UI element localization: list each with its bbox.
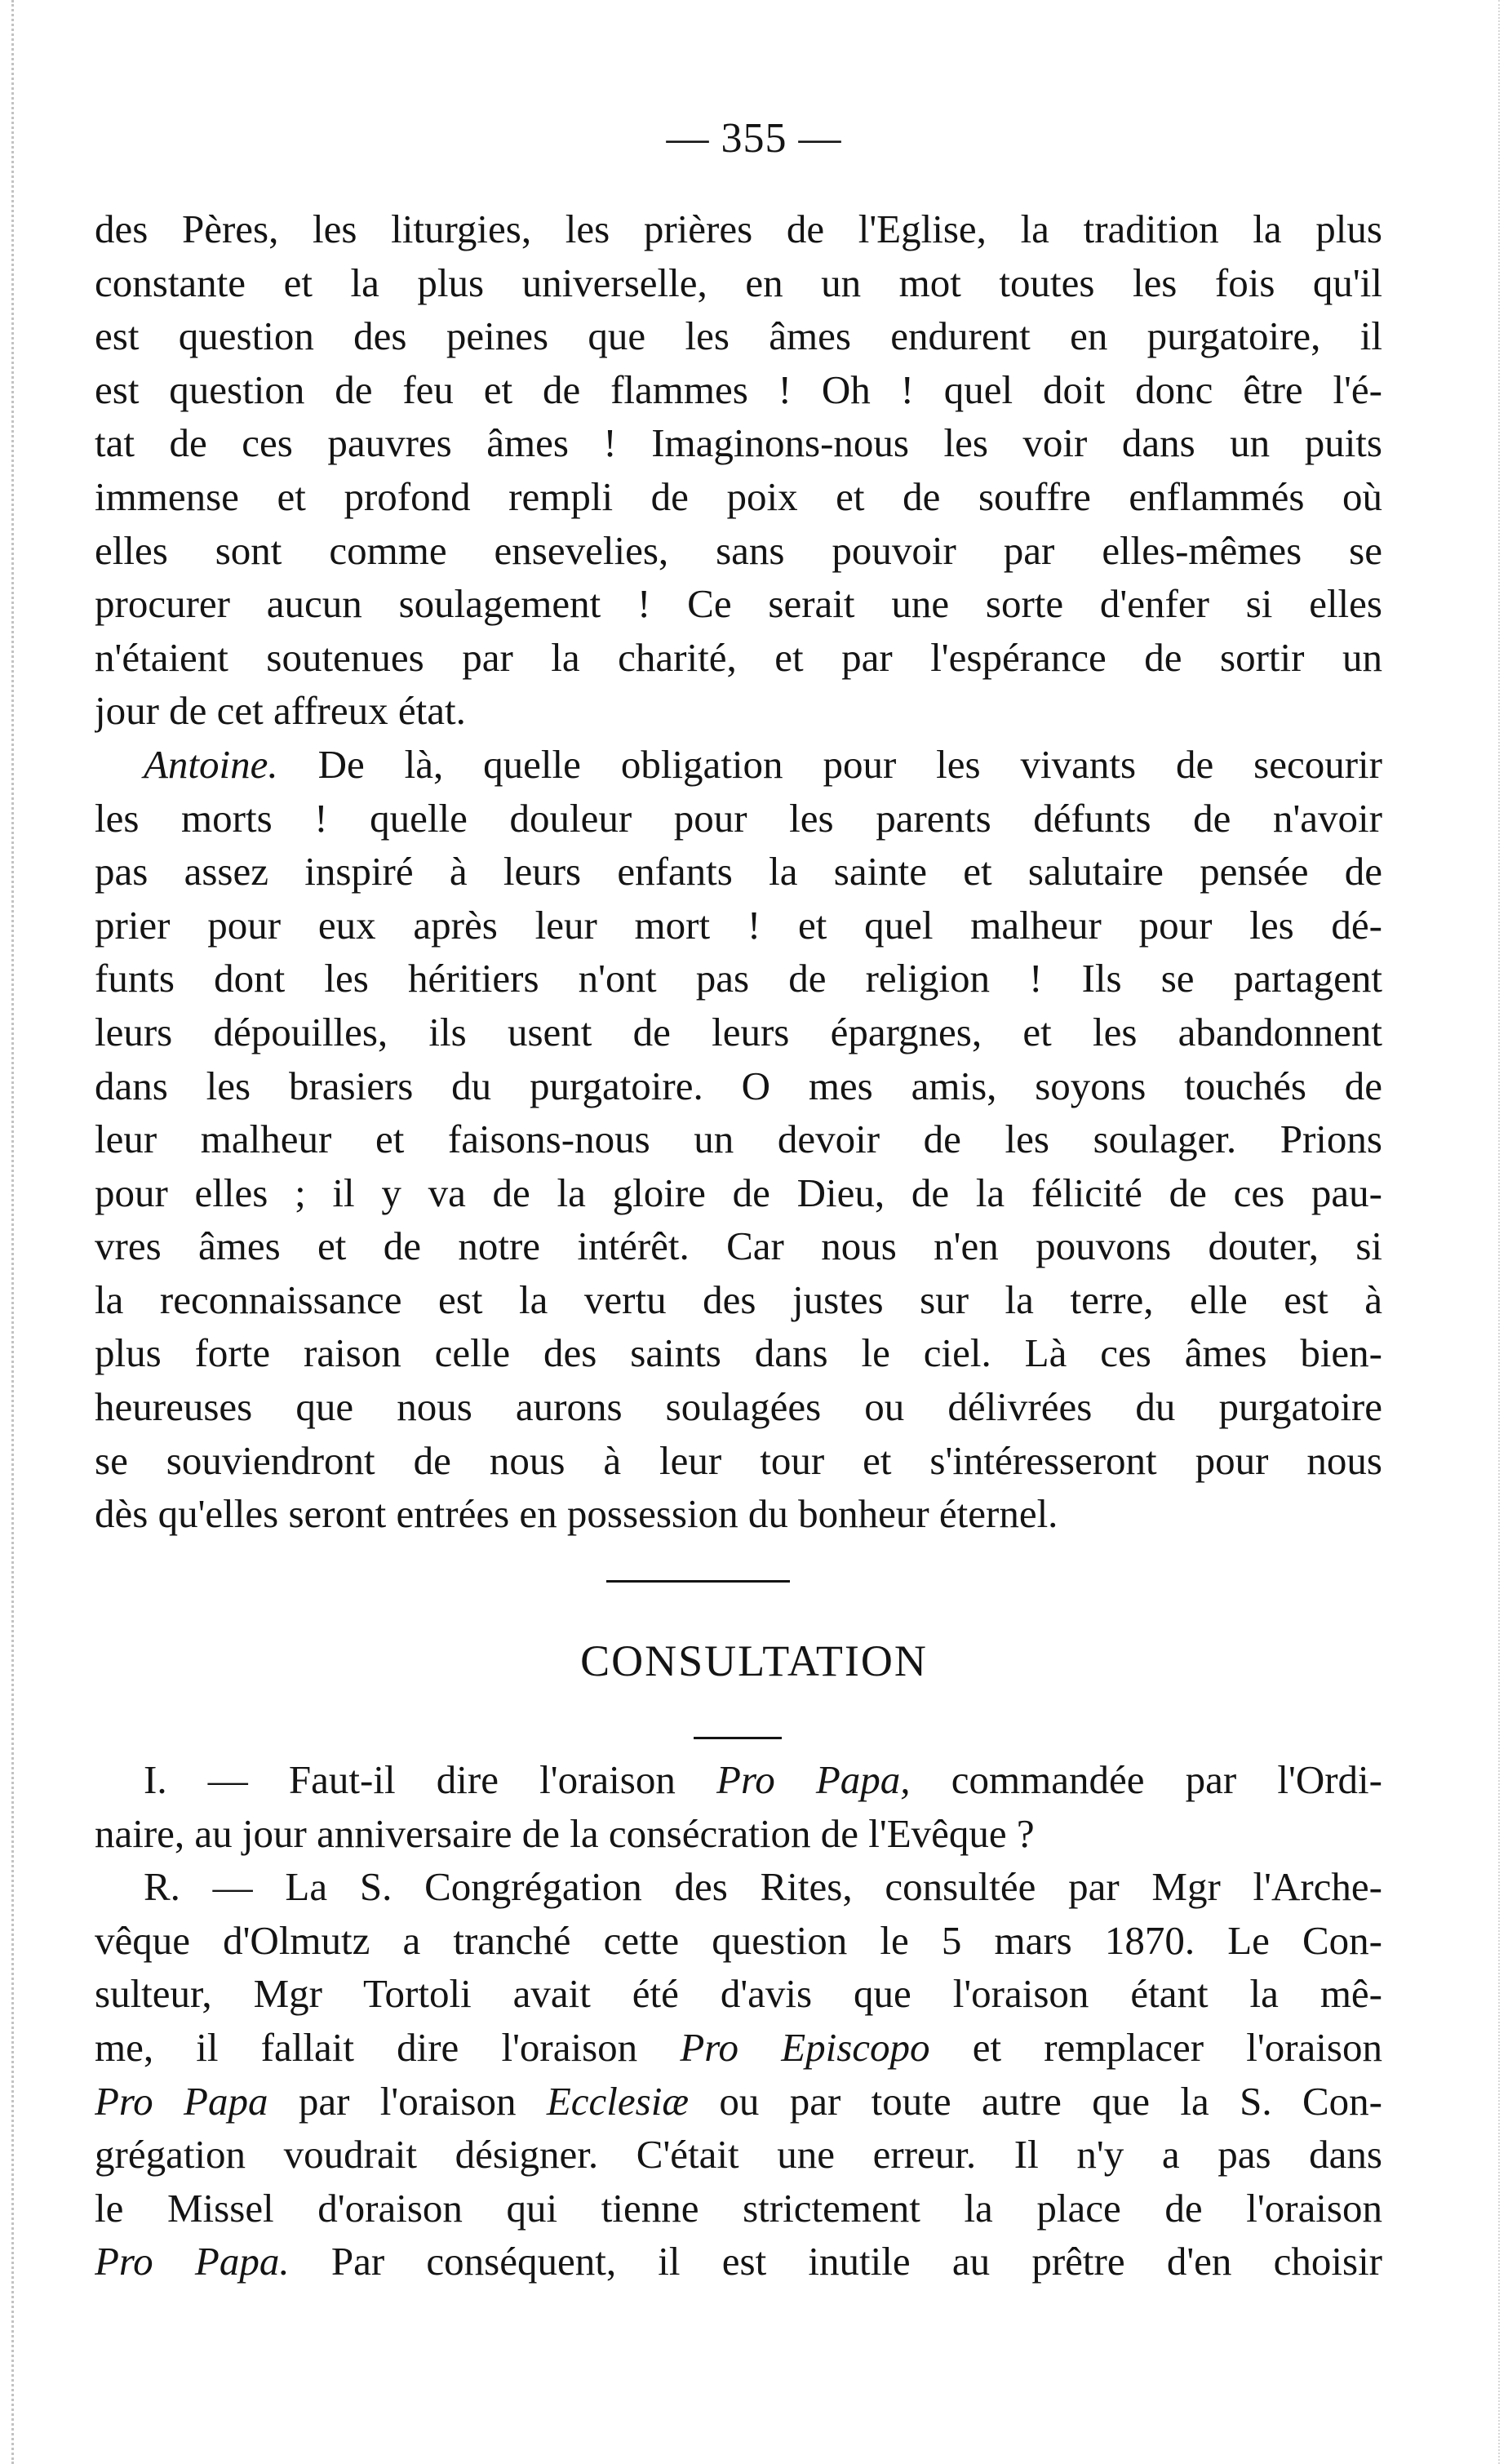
text-line: constante et la plus universelle, en un mot toutes les fois qu'il [95, 260, 1382, 305]
main-text [95, 202, 1382, 1541]
response-line [95, 2075, 1382, 2129]
italic-fragment: Pro Papa [95, 2078, 268, 2124]
response-line [95, 2235, 1382, 2289]
text-line: heureuses que nous aurons soulagées ou délivrées du purgatoire [95, 1384, 1382, 1430]
question-line [95, 1753, 1382, 1807]
text-line: des Pères, les liturgies, les prières de l'Eglise, la tradition la plus [95, 206, 1382, 251]
text-line: n'étaient soutenues par la charité, et par l'espérance de sortir un [95, 634, 1382, 680]
italic-fragment: Pro Episcopo [680, 2024, 930, 2070]
text-line: pour elles ; il y va de la gloire de Dieu, de la félicité de ces pau- [95, 1170, 1382, 1215]
text-line: immense et profond rempli de poix et de souffre enflammés où [95, 473, 1382, 519]
text-fragment: Par conséquent, il est inutile au prêtre d'en choisir [289, 2239, 1382, 2284]
text-fragment: et remplacer l'oraison [929, 2024, 1382, 2070]
text-fragment: I. — Faut-il dire l'oraison [144, 1757, 717, 1802]
scan-left-edge [0, 0, 14, 2464]
text-line: les morts ! quelle douleur pour les parents défunts de n'avoir [95, 795, 1382, 841]
response-line: grégation voudrait désigner. C'était une erreur. Il n'y a pas dans [95, 2132, 1382, 2178]
consultation-text [95, 1753, 1382, 2289]
text-line: procurer aucun soulagement ! Ce serait une sorte d'enfer si elles [95, 581, 1382, 627]
italic-fragment: Pro Papa, [716, 1757, 911, 1802]
text-fragment: ou par toute autre que la S. Con- [689, 2078, 1382, 2124]
text-line: dès qu'elles seront entrées en possession du bonheur éternel. [95, 1491, 1058, 1537]
text-line: jour de cet affreux état. [95, 688, 466, 734]
speaker-name: Antoine. [144, 741, 278, 787]
text-line: funts dont les héritiers n'ont pas de religion ! Ils se partagent [95, 956, 1382, 1001]
text-line: elles sont comme ensevelies, sans pouvoir par elles-mêmes se [95, 527, 1382, 573]
response-line: sulteur, Mgr Tortoli avait été d'avis que l'oraison étant la mê- [95, 1971, 1382, 2017]
section-heading: CONSULTATION [580, 1636, 928, 1685]
text-line: leur malheur et faisons-nous un devoir de les soulager. Prions [95, 1117, 1382, 1162]
scan-right-edge [1498, 0, 1508, 2464]
italic-fragment: Pro Papa. [95, 2239, 290, 2284]
response-line [95, 2021, 1382, 2075]
text-fragment: commandée par l'Ordi- [910, 1757, 1382, 1802]
text-line: tat de ces pauvres âmes ! Imaginons-nous les voir dans un puits [95, 420, 1382, 466]
response-line: vêque d'Olmutz a tranché cette question le 5 mars 1870. Le Con- [95, 1917, 1382, 1963]
antoine-paragraph-first-line [95, 738, 1382, 792]
text-line: prier pour eux après leur mort ! et quel malheur pour les dé- [95, 902, 1382, 948]
italic-fragment: Ecclesiæ [546, 2078, 689, 2124]
text-line: se souviendront de nous à leur tour et s'intéresseront pour nous [95, 1437, 1382, 1483]
text-line: la reconnaissance est la vertu des justes sur la terre, elle est à [95, 1276, 1382, 1322]
response-line: R. — La S. Congrégation des Rites, consultée par Mgr l'Arche- [144, 1864, 1382, 1910]
question-line: naire, au jour anniversaire de la consécration de l'Evêque ? [95, 1810, 1035, 1856]
page-number: — 355 — [666, 115, 842, 162]
response-line: le Missel d'oraison qui tienne strictement la place de l'oraison [95, 2185, 1382, 2231]
section-divider-rule [606, 1580, 790, 1583]
text-line: dans les brasiers du purgatoire. O mes amis, soyons touchés de [95, 1063, 1382, 1108]
text-line: plus forte raison celle des saints dans le ciel. Là ces âmes bien- [95, 1330, 1382, 1376]
text-line: vres âmes et de notre intérêt. Car nous n'en pouvons douter, si [95, 1223, 1382, 1269]
text-line: est question des peines que les âmes endurent en purgatoire, il [95, 313, 1382, 359]
text-fragment: par l'oraison [268, 2078, 547, 2124]
text-fragment: me, il fallait dire l'oraison [95, 2024, 681, 2070]
text-fragment: De là, quelle obligation pour les vivants de secourir [277, 741, 1382, 787]
text-line: est question de feu et de flammes ! Oh ! quel doit donc être l'é- [95, 366, 1382, 412]
heading-underline-rule [694, 1737, 782, 1739]
text-line: leurs dépouilles, ils usent de leurs épargnes, et les abandonnent [95, 1009, 1382, 1054]
text-line: pas assez inspiré à leurs enfants la sainte et salutaire pensée de [95, 849, 1382, 895]
